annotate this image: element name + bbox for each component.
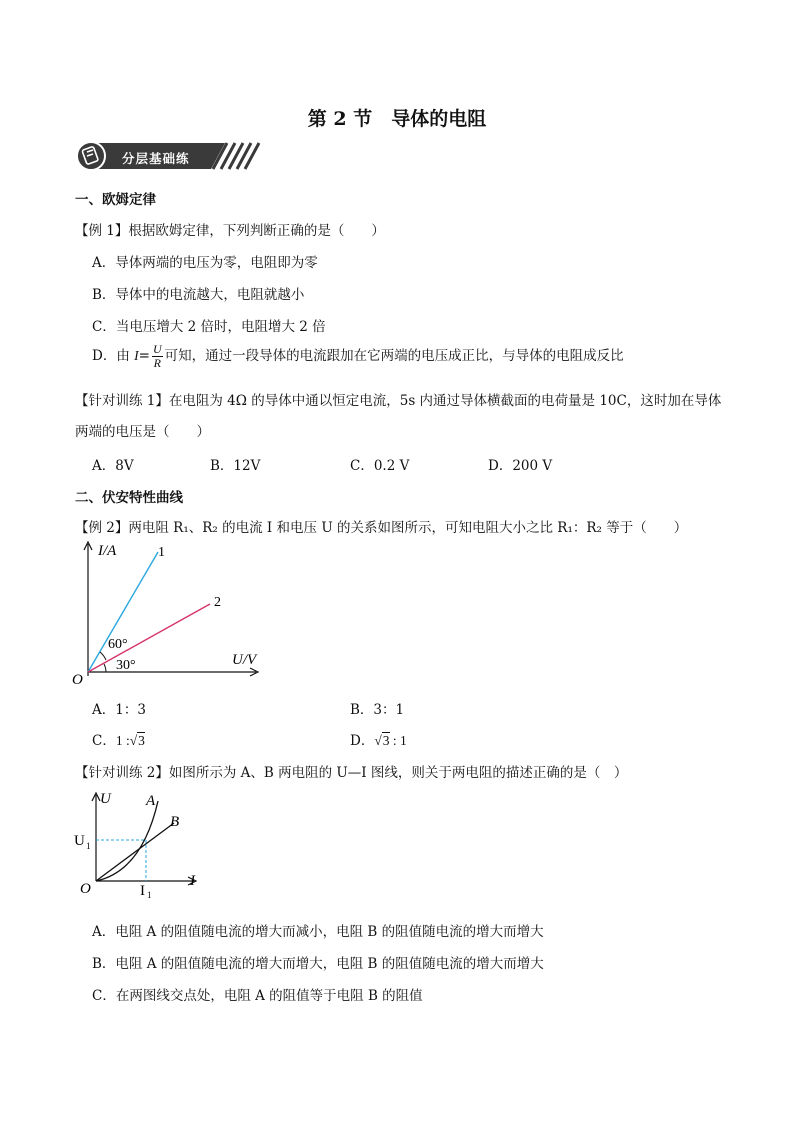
iv-graph <box>70 538 270 688</box>
banner-label: 分层基础练 <box>122 151 190 166</box>
u-axis-label: U <box>100 791 111 807</box>
example2-option-d: D．√3 : 1 <box>350 733 407 749</box>
example1-option-d: D．由 I= $\frac{U}{R}$ 可知，通过一段导体的电流跟加在它两端的电压成正比，与导体的电阻成反比 <box>92 342 624 370</box>
fraction-u-over-r: $\frac{U}{R}$ <box>152 342 162 370</box>
y-axis-label: I/A <box>98 543 117 559</box>
angle-60-label: 60° <box>108 637 128 652</box>
example1-option-b: B．导体中的电流越大，电阻就越小 <box>92 287 305 303</box>
i1-label: I <box>140 883 145 899</box>
training2-option-b: B．电阻 A 的阻值随电流的增大而增大，电阻 B 的阻值随电流的增大而增大 <box>92 956 544 972</box>
example1-option-c: C．当电压增大 2 倍时，电阻增大 2 倍 <box>92 319 326 335</box>
line-b-label: B <box>170 814 180 830</box>
page-title: 第 2 节 导体的电阻 <box>307 108 487 130</box>
example2-option-b: B．3：1 <box>350 702 405 718</box>
angle-arc-60 <box>100 652 106 660</box>
training2-option-a: A．电阻 A 的阻值随电流的增大而减小，电阻 B 的阻值随电流的增大而增大 <box>92 924 544 940</box>
training1-stem-line2: 两端的电压是（ ） <box>75 424 210 440</box>
line-2-label: 2 <box>214 595 221 610</box>
curve-a-label: A <box>146 793 156 809</box>
origin-label: O <box>80 881 91 897</box>
line-b <box>96 823 174 881</box>
example2-option-a: A．1：3 <box>92 702 146 718</box>
line-1 <box>88 552 158 672</box>
training1-option-d: D．200 V <box>488 458 553 474</box>
u1-label: U <box>74 833 85 849</box>
training1-option-b: B．12V <box>210 458 261 474</box>
example1-option-a: A．导体两端的电压为零，电阻即为零 <box>92 255 318 271</box>
angle-arc-30 <box>104 664 106 672</box>
i1-subscript: 1 <box>147 890 152 900</box>
origin-label: O <box>72 672 83 688</box>
training2-stem: 【针对训练 2】如图所示为 A、B 两电阻的 U—I 图线，则关于两电阻的描述正确的是（ ） <box>75 765 628 781</box>
curve-a <box>96 801 158 881</box>
i-axis-label: I <box>190 873 195 889</box>
section-heading-ohm: 一、欧姆定律 <box>75 192 156 208</box>
example2-stem: 【例 2】两电阻 R₁、R₂ 的电流 I 和电压 U 的关系如图所示，可知电阻大小之比 R₁：R₂ 等于（ ） <box>75 520 688 536</box>
line-2 <box>88 604 210 672</box>
line-1-label: 1 <box>158 545 165 560</box>
example2-option-c: C．1 :√3 <box>92 733 145 749</box>
training1-stem-line1: 【针对训练 1】在电阻为 4Ω 的导体中通以恒定电流，5s 内通过导体横截面的电荷量是 10C，这时加在导体 <box>75 393 722 409</box>
ui-graph <box>70 785 210 900</box>
angle-30-label: 30° <box>116 658 136 673</box>
u1-subscript: 1 <box>86 841 91 851</box>
x-axis-label: U/V <box>232 652 257 668</box>
training1-option-a: A．8V <box>92 458 134 474</box>
section-heading-iv-curve: 二、伏安特性曲线 <box>75 490 183 506</box>
training1-option-c: C．0.2 V <box>350 458 410 474</box>
training2-option-c: C．在两图线交点处，电阻 A 的阻值等于电阻 B 的阻值 <box>92 988 423 1004</box>
example1-stem: 【例 1】根据欧姆定律，下列判断正确的是（ ） <box>75 223 385 239</box>
